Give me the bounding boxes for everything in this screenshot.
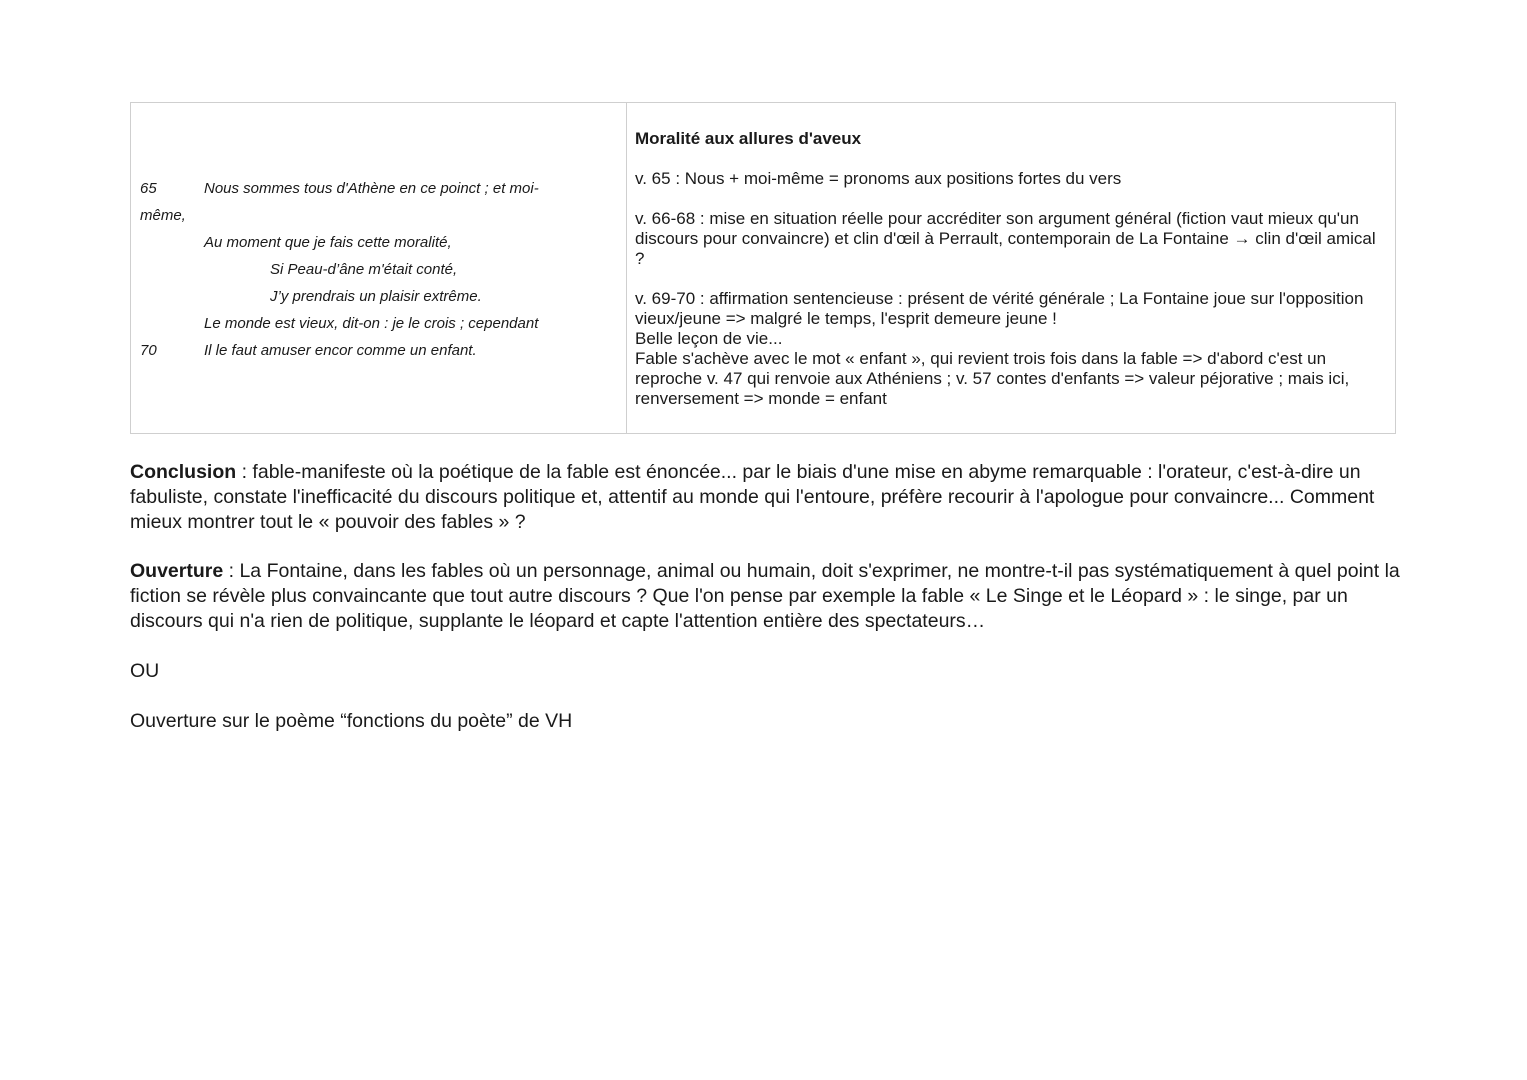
or-separator: OU: [130, 660, 160, 682]
poem-line: Si Peau-d’âne m'était conté,: [270, 261, 458, 278]
line-number: même,: [140, 207, 186, 224]
conclusion-label: Conclusion: [130, 461, 237, 483]
ouverture-alternative: Ouverture sur le poème “fonctions du poète” de VH: [130, 710, 573, 732]
conclusion-text: : fable-manifeste où la poétique de la fable est énoncée... par le biais d'une mise en abyme remarquable : l'orateur, c'est-à-dire un fabuliste, constate l'inefficacité du discours politique et, attentif au monde qui l'entoure, préfère recourir à l'apologue pour convaincre... Comment mieux montrer tout le « pouvoir des fables » ?: [130, 461, 1375, 533]
poem-line: Nous sommes tous d'Athène en ce poinct ; et moi-: [204, 180, 539, 197]
analysis-line: Belle leçon de vie...: [635, 329, 783, 348]
conclusion-paragraph: [130, 460, 1405, 535]
poem-line: J’y prendrais un plaisir extrême.: [270, 288, 482, 305]
analysis-line: Fable s'achève avec le mot « enfant », qui revient trois fois dans la fable => d'abord c'est un reproche v. 47 qui renvoie aux Athéniens ; v. 57 contes d'enfants => valeur péjorative ; mais ici, renversement => monde = enfant: [635, 349, 1350, 408]
ouverture-text: : La Fontaine, dans les fables où un personnage, animal ou humain, doit s'exprimer, ne montre-t-il pas systématiquement à quel point la fiction se révèle plus convaincante que tout autre discours ? Que l'on pense par exemple la fable « Le Singe et le Léopard » : le singe, par un discours qui n'a rien de politique, supplante le léopard et capte l'attention entière des spectateurs…: [130, 560, 1400, 632]
analysis-line: v. 69-70 : affirmation sentencieuse : présent de vérité générale ; La Fontaine joue sur l'opposition vieux/jeune => malgré le temps, l'esprit demeure jeune !: [635, 289, 1364, 328]
poem-line: Au moment que je fais cette moralité,: [204, 234, 452, 251]
commentary-column: [627, 103, 1395, 433]
poem-column: [131, 103, 627, 433]
line-number: 65: [140, 180, 157, 197]
line-number: 70: [140, 342, 157, 359]
poem-line: Il le faut amuser encor comme un enfant.: [204, 342, 477, 359]
analysis-paragraph: v. 65 : Nous + moi-même = pronoms aux positions fortes du vers: [635, 169, 1122, 188]
analysis-paragraph-block: [635, 289, 1385, 409]
ouverture-paragraph: [130, 559, 1405, 634]
poem-line: Le monde est vieux, dit-on : je le crois ; cependant: [204, 315, 539, 332]
analysis-paragraph: v. 66-68 : mise en situation réelle pour accréditer son argument général (fiction vaut mieux qu'un discours pour convaincre) et clin d'œil à Perrault, contemporain de La Fontaine → clin d'œil amical ?: [635, 209, 1376, 268]
analysis-title: Moralité aux allures d'aveux: [635, 129, 862, 148]
ouverture-label: Ouverture: [130, 560, 224, 582]
analysis-table: [130, 102, 1396, 434]
